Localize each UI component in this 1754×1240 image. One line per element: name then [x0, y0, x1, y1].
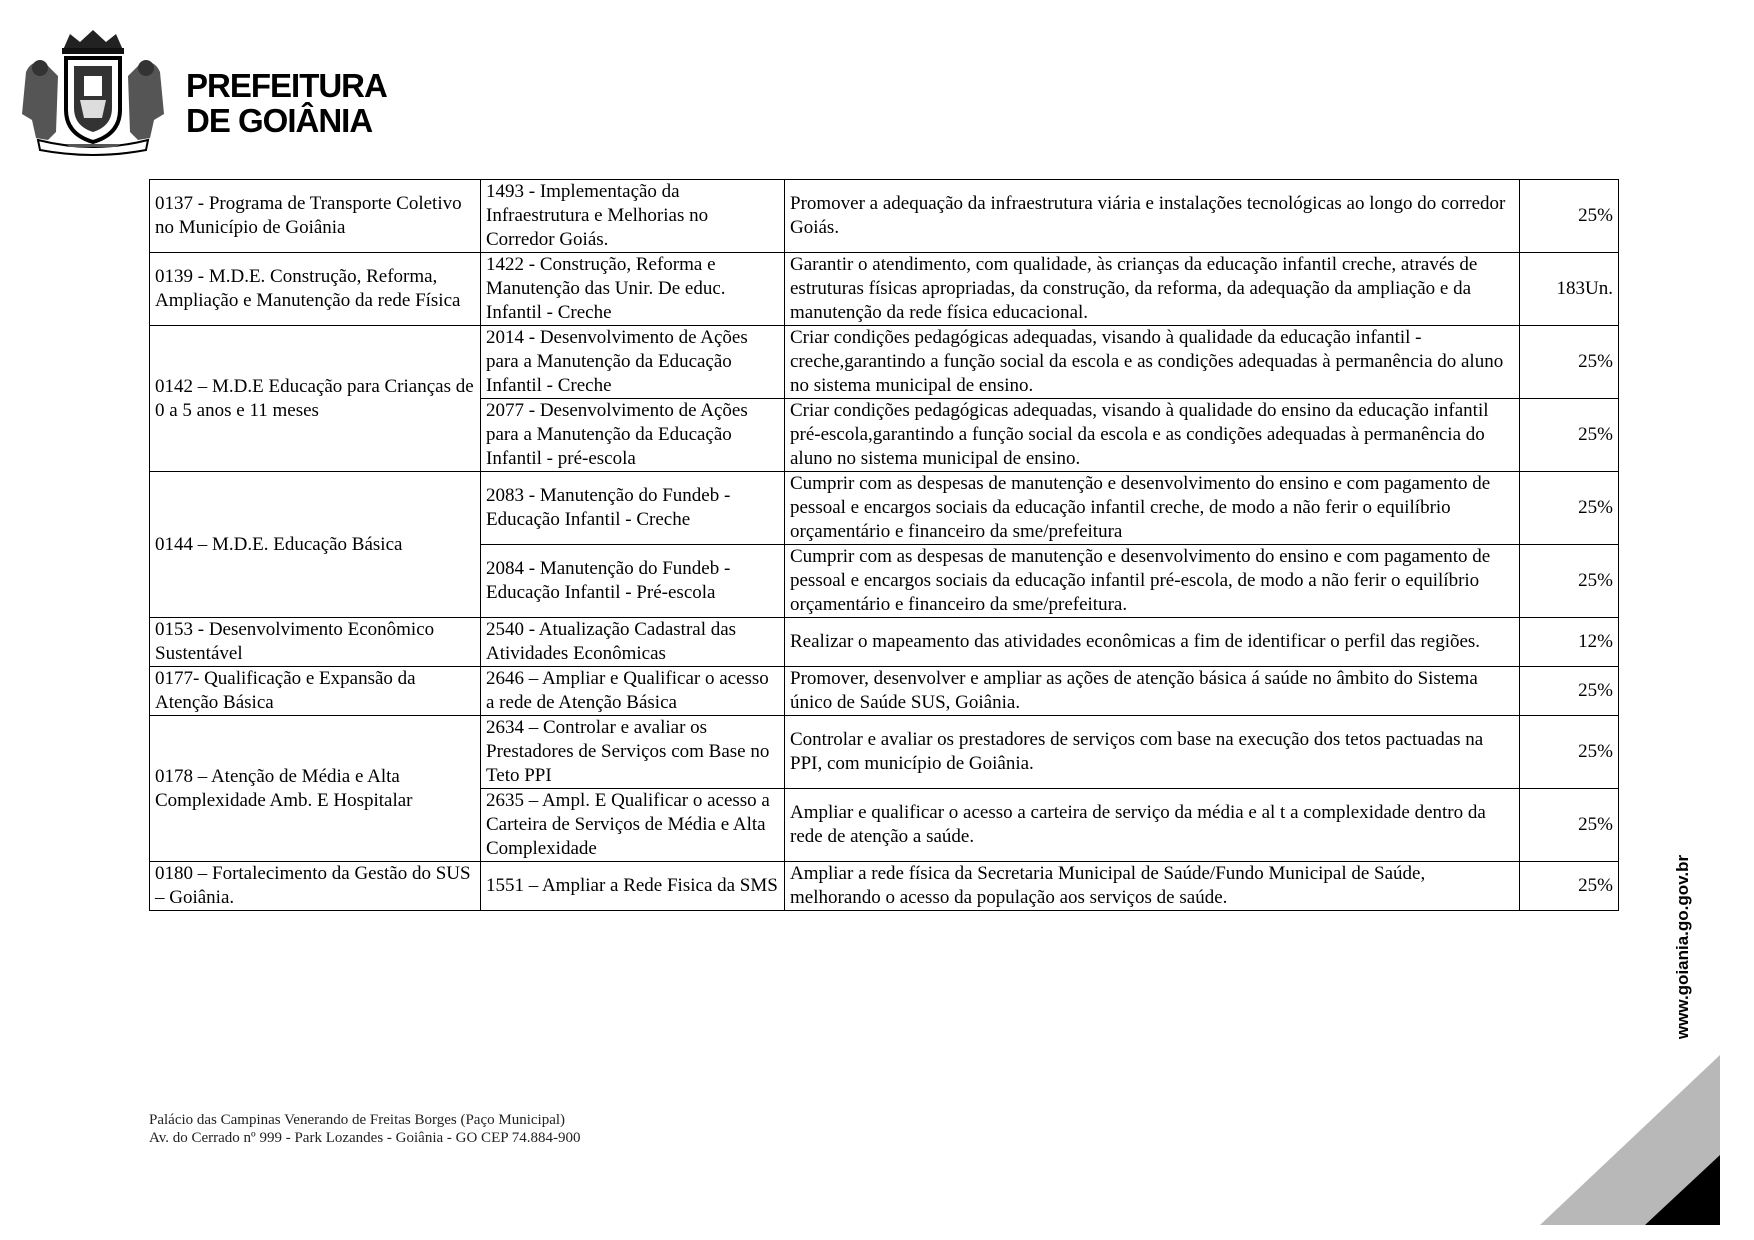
action-cell: 2540 - Atualização Cadastral das Atividades Econômicas [481, 618, 785, 667]
target-value-cell: 25% [1520, 472, 1619, 545]
action-cell: 2084 - Manutenção do Fundeb - Educação Infantil - Pré-escola [481, 545, 785, 618]
action-cell: 2083 - Manutenção do Fundeb - Educação Infantil - Creche [481, 472, 785, 545]
objective-cell: Cumprir com as despesas de manutenção e desenvolvimento do ensino e com pagamento de pessoal e encargos sociais da educação infantil pré-escola, de modo a não ferir o equilíbrio orçamentário e financeiro da sme/prefeitura. [785, 545, 1520, 618]
coat-of-arms-icon [18, 28, 168, 156]
objective-cell: Ampliar e qualificar o acesso a carteira de serviço da média e al t a complexidade dentro da rede de atenção a saúde. [785, 789, 1520, 862]
table-row [150, 180, 1619, 253]
target-value-cell: 25% [1520, 545, 1619, 618]
target-value-cell: 12% [1520, 618, 1619, 667]
program-cell: 0142 – M.D.E Educação para Crianças de 0 a 5 anos e 11 meses [150, 326, 481, 472]
program-cell: 0144 – M.D.E. Educação Básica [150, 472, 481, 618]
action-cell: 2077 - Desenvolvimento de Ações para a Manutenção da Educação Infantil - pré-escola [481, 399, 785, 472]
target-value-cell: 25% [1520, 789, 1619, 862]
header-logo [18, 28, 387, 156]
table-row [150, 253, 1619, 326]
program-cell: 0177- Qualificação e Expansão da Atenção Básica [150, 667, 481, 716]
footer-line-1: Palácio das Campinas Venerando de Freitas Borges (Paço Municipal) [149, 1112, 566, 1128]
objective-cell: Realizar o mapeamento das atividades econômicas a fim de identificar o perfil das regiões. [785, 618, 1520, 667]
program-cell: 0153 - Desenvolvimento Econômico Sustentável [150, 618, 481, 667]
side-url-text: www.goiania.go.gov.br [1673, 854, 1692, 1040]
action-cell: 1551 – Ampliar a Rede Fisica da SMS [481, 862, 785, 911]
objective-cell: Garantir o atendimento, com qualidade, às crianças da educação infantil creche, através de estruturas físicas apropriadas, da construção, da reforma, da adequação da ampliação e da manutenção da rede física educacional. [785, 253, 1520, 326]
program-cell: 0139 - M.D.E. Construção, Reforma, Ampliação e Manutenção da rede Física [150, 253, 481, 326]
corner-triangle-decoration [1540, 1055, 1720, 1225]
target-value-cell: 25% [1520, 667, 1619, 716]
target-value-cell: 183Un. [1520, 253, 1619, 326]
target-value-cell: 25% [1520, 862, 1619, 911]
objective-cell: Criar condições pedagógicas adequadas, visando à qualidade da educação infantil - creche,garantindo a função social da escola e as condições adequadas à permanência do aluno no sistema municipal de ensino. [785, 326, 1520, 399]
objective-cell: Criar condições pedagógicas adequadas, visando à qualidade do ensino da educação infantil pré-escola,garantindo a função social da escola e as condições adequadas à permanência do aluno no sistema municipal de ensino. [785, 399, 1520, 472]
objective-cell: Ampliar a rede física da Secretaria Municipal de Saúde/Fundo Municipal de Saúde, melhorando o acesso da população aos serviços de saúde. [785, 862, 1520, 911]
action-cell: 2634 – Controlar e avaliar os Prestadores de Serviços com Base no Teto PPI [481, 716, 785, 789]
objective-cell: Controlar e avaliar os prestadores de serviços com base na execução dos tetos pactuadas na PPI, com município de Goiânia. [785, 716, 1520, 789]
program-cell: 0137 - Programa de Transporte Coletivo no Município de Goiânia [150, 180, 481, 253]
action-cell: 2646 – Ampliar e Qualificar o acesso a rede de Atenção Básica [481, 667, 785, 716]
objective-cell: Promover a adequação da infraestrutura viária e instalações tecnológicas ao longo do corredor Goiás. [785, 180, 1520, 253]
action-cell: 2014 - Desenvolvimento de Ações para a Manutenção da Educação Infantil - Creche [481, 326, 785, 399]
table-row [150, 667, 1619, 716]
target-value-cell: 25% [1520, 399, 1619, 472]
table-row [150, 716, 1619, 789]
table-row [150, 618, 1619, 667]
program-cell: 0180 – Fortalecimento da Gestão do SUS – Goiânia. [150, 862, 481, 911]
table-row [150, 862, 1619, 911]
footer-address [149, 1111, 581, 1147]
target-value-cell: 25% [1520, 180, 1619, 253]
action-cell: 1422 - Construção, Reforma e Manutenção das Unir. De educ. Infantil - Creche [481, 253, 785, 326]
objective-cell: Promover, desenvolver e ampliar as ações de atenção básica á saúde no âmbito do Sistema único de Saúde SUS, Goiânia. [785, 667, 1520, 716]
brand-name [186, 68, 387, 138]
table-row [150, 326, 1619, 399]
target-value-cell: 25% [1520, 326, 1619, 399]
action-cell: 2635 – Ampl. E Qualificar o acesso a Carteira de Serviços de Média e Alta Complexidade [481, 789, 785, 862]
brand-line-1: PREFEITURA [186, 67, 387, 104]
target-value-cell: 25% [1520, 716, 1619, 789]
side-url [1668, 852, 1698, 1042]
footer-line-2: Av. do Cerrado nº 999 - Park Lozandes - Goiânia - GO CEP 74.884-900 [149, 1130, 581, 1146]
brand-line-2: DE GOIÂNIA [186, 102, 373, 139]
program-cell: 0178 – Atenção de Média e Alta Complexidade Amb. E Hospitalar [150, 716, 481, 862]
action-cell: 1493 - Implementação da Infraestrutura e Melhorias no Corredor Goiás. [481, 180, 785, 253]
table-row [150, 472, 1619, 545]
program-table [149, 179, 1619, 911]
objective-cell: Cumprir com as despesas de manutenção e desenvolvimento do ensino e com pagamento de pessoal e encargos sociais da educação infantil creche, de modo a não ferir o equilíbrio orçamentário e financeiro da sme/prefeitura [785, 472, 1520, 545]
